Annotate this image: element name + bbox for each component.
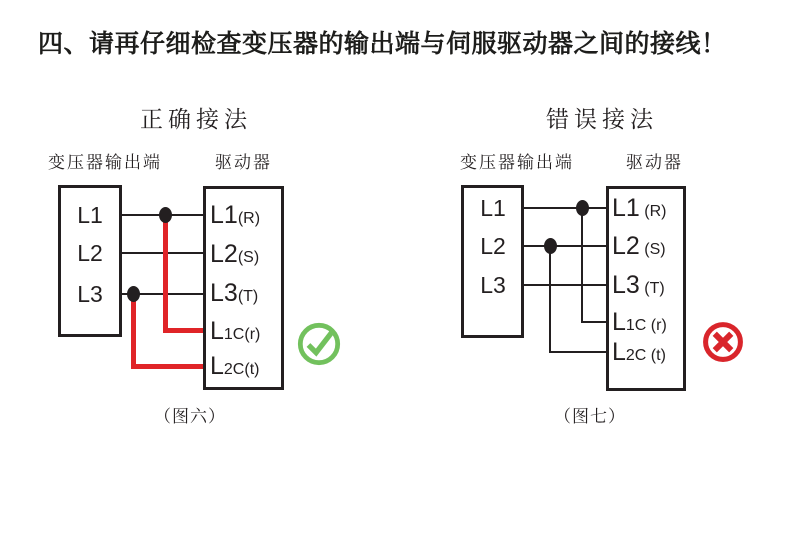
driver-terminal-l3t: L3 (T): [612, 271, 665, 299]
check-circle-icon: [296, 321, 342, 372]
driver-terminal-l2s: L2(S): [210, 240, 260, 268]
diagram-wrong-title: 错误接法: [546, 106, 658, 132]
driver-terminal-l1c: L1C(r): [210, 317, 261, 345]
red-wire-l3-l2c-horizontal: [131, 364, 203, 369]
figure-7-caption: （图七）: [554, 407, 626, 426]
transformer-output-label: 变压器输出端: [48, 153, 162, 172]
transformer-output-label: 变压器输出端: [460, 153, 574, 172]
terminal-l3: L3: [480, 272, 506, 298]
driver-terminal-l3t: L3(T): [210, 279, 259, 307]
terminal-l3: L3: [77, 281, 103, 307]
driver-terminal-l2s: L2 (S): [612, 232, 666, 260]
driver-label: 驱动器: [626, 153, 683, 172]
driver-terminal-l1c: L1C (r): [612, 308, 667, 336]
red-wire-l1-l1c-vertical: [163, 215, 168, 333]
cross-circle-icon: [701, 320, 745, 369]
driver-terminal-l1r: L1(R): [210, 201, 261, 229]
diagram-correct-title: 正确接法: [140, 106, 252, 132]
terminal-l1: L1: [480, 195, 506, 221]
junction-dot-l2: [544, 238, 557, 254]
wire-l2-l2s: [524, 245, 606, 247]
red-wire-l1-l1c-horizontal: [163, 328, 203, 333]
terminal-l2: L2: [77, 240, 103, 266]
junction-dot-l1: [576, 200, 589, 216]
page-title: 四、请再仔细检查变压器的输出端与伺服驱动器之间的接线！: [38, 30, 727, 58]
red-wire-l3-l2c-vertical: [131, 294, 136, 369]
wire-l2-l2c-vertical: [549, 246, 551, 353]
terminal-l2: L2: [480, 233, 506, 259]
driver-terminal-l1r: L1 (R): [612, 194, 667, 222]
terminal-l1: L1: [77, 202, 103, 228]
driver-terminal-l2c: L2C (t): [612, 338, 666, 366]
wire-l2-l2c-horizontal: [549, 351, 606, 353]
junction-dot-l3: [127, 286, 140, 302]
wire-l1-l1r: [524, 207, 606, 209]
wire-l3-l3t: [524, 284, 606, 286]
wire-l1-l1c-horizontal: [581, 321, 606, 323]
driver-label: 驱动器: [215, 153, 272, 172]
figure-6-caption: （图六）: [154, 407, 226, 426]
driver-terminal-l2c: L2C(t): [210, 352, 260, 380]
wire-l1-l1c-vertical: [581, 208, 583, 323]
junction-dot-l1: [159, 207, 172, 223]
